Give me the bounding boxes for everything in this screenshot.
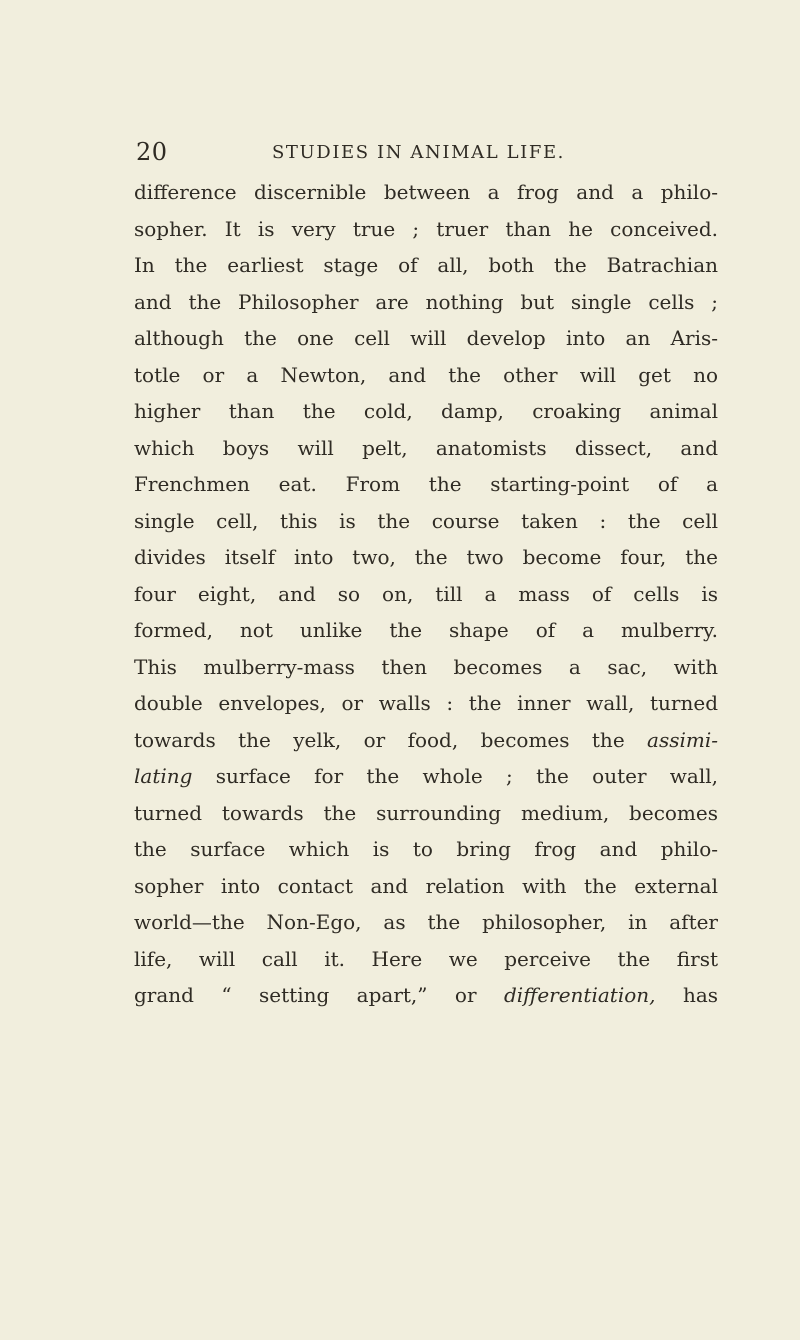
- text-line-5: although the one cell will develop into an Aris-: [134, 326, 718, 350]
- text-line-14: This mulberry-mass then becomes a sac, with: [134, 654, 718, 679]
- text-line-3: In the earliest stage of all, both the Batrachian: [134, 253, 718, 277]
- text-line-17-main: surface for the whole ; the outer wall,: [215, 764, 718, 788]
- text-line-8: which boys will pelt, anatomists dissect, and: [134, 435, 718, 460]
- text-line-19: the surface which is to bring frog and philo-: [134, 837, 718, 861]
- text-line-23-main: grand “ setting apart,” or: [134, 983, 477, 1007]
- text-line-7: higher than the cold, damp, croaking animal: [134, 399, 718, 423]
- italic-word-differentiation: differentiation,: [503, 983, 656, 1007]
- text-line-13: formed, not unlike the shape of a mulberry.: [134, 618, 718, 642]
- text-line-15: double envelopes, or walls : the inner wall, turned: [134, 691, 718, 715]
- text-line-2: sopher. It is very true ; truer than he conceived.: [134, 216, 718, 241]
- text-line-18: turned towards the surrounding medium, becomes: [134, 800, 718, 825]
- italic-word-assimi: assimi-: [647, 727, 718, 752]
- text-line-4: and the Philosopher are nothing but single cells ;: [134, 289, 718, 314]
- text-line-9: Frenchmen eat. From the starting-point of a: [134, 472, 718, 496]
- text-line-23-end: has: [682, 983, 719, 1007]
- text-line-11: divides itself into two, the two become four, the: [134, 545, 718, 569]
- text-line-16-main: towards the yelk, or food, becomes the: [134, 727, 625, 752]
- page-header: [136, 138, 666, 178]
- text-line-6: totle or a Newton, and the other will get no: [134, 362, 718, 387]
- text-line-20: sopher into contact and relation with the external: [134, 873, 718, 898]
- text-line-10: single cell, this is the course taken : the cell: [134, 508, 718, 533]
- italic-word-lating: lating: [134, 764, 193, 788]
- text-line-21: world—the Non-Ego, as the philosopher, in after: [134, 910, 718, 934]
- page-number: 20: [136, 138, 168, 166]
- body-text: [134, 174, 718, 1014]
- text-line-22: life, will call it. Here we perceive the first: [134, 946, 718, 971]
- text-line-12: four eight, and so on, till a mass of cells is: [134, 581, 718, 606]
- text-line-1: difference discernible between a frog and a philo-: [134, 180, 718, 204]
- text-line-17: [134, 758, 718, 795]
- running-head: STUDIES IN ANIMAL LIFE.: [272, 142, 566, 163]
- text-line-23: [134, 977, 718, 1014]
- text-line-16: [134, 722, 718, 759]
